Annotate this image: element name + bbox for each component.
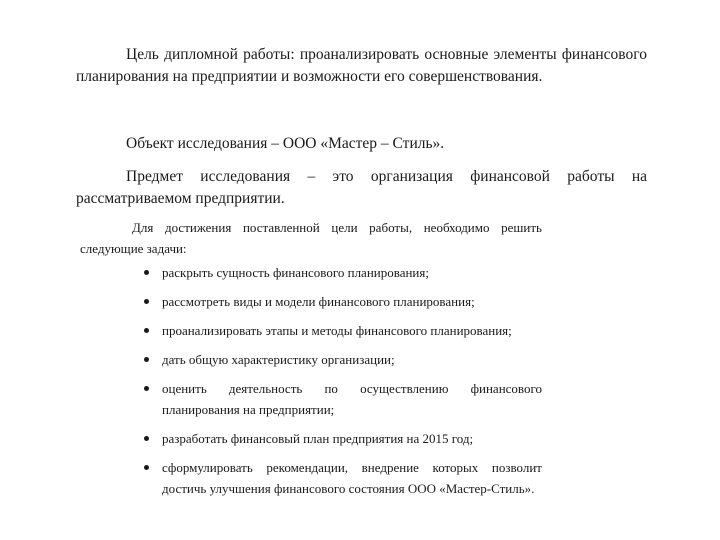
list-item: проанализировать этапы и методы финансового планирования; [142,320,542,341]
list-item: сформулировать рекомендации, внедрение которых позволит достичь улучшения финансового состояния ООО «Мастер-Стиль». [142,457,542,499]
goal-text: проанализировать основные элементы финансового планирования на предприятии и возможности его совершенствования. [76,46,647,85]
bullet-icon [144,436,149,441]
subject-text: – это организация финансовой работы на рассматриваемом предприятии. [76,168,648,207]
bullet-icon [144,357,149,362]
tasks-intro: Для достижения поставленной цели работы, необходимо решить следующие задачи: [80,220,542,256]
list-item: дать общую характеристику организации; [142,349,542,370]
object-text: – ООО «Мастер – Стиль». [271,135,445,152]
bullet-icon [144,465,149,470]
tasks-list [142,262,542,507]
list-item: раскрыть сущность финансового планирования; [142,262,542,283]
subject-paragraph [76,166,647,210]
bullet-icon [144,299,149,304]
list-item: разработать финансовый план предприятия на 2015 год; [142,428,542,449]
list-item: рассмотреть виды и модели финансового планирования; [142,291,542,312]
object-label: Объект исследования [126,135,268,152]
object-paragraph [76,133,647,155]
subject-label: Предмет исследования [126,168,291,185]
bullet-icon [144,386,149,391]
bullet-icon [144,328,149,333]
bullet-icon [144,270,149,275]
list-item: оценить деятельность по осуществлению финансового планирования на предприятии; [142,378,542,420]
goal-label: Цель дипломной работы: [126,46,295,63]
goal-paragraph [76,44,647,88]
